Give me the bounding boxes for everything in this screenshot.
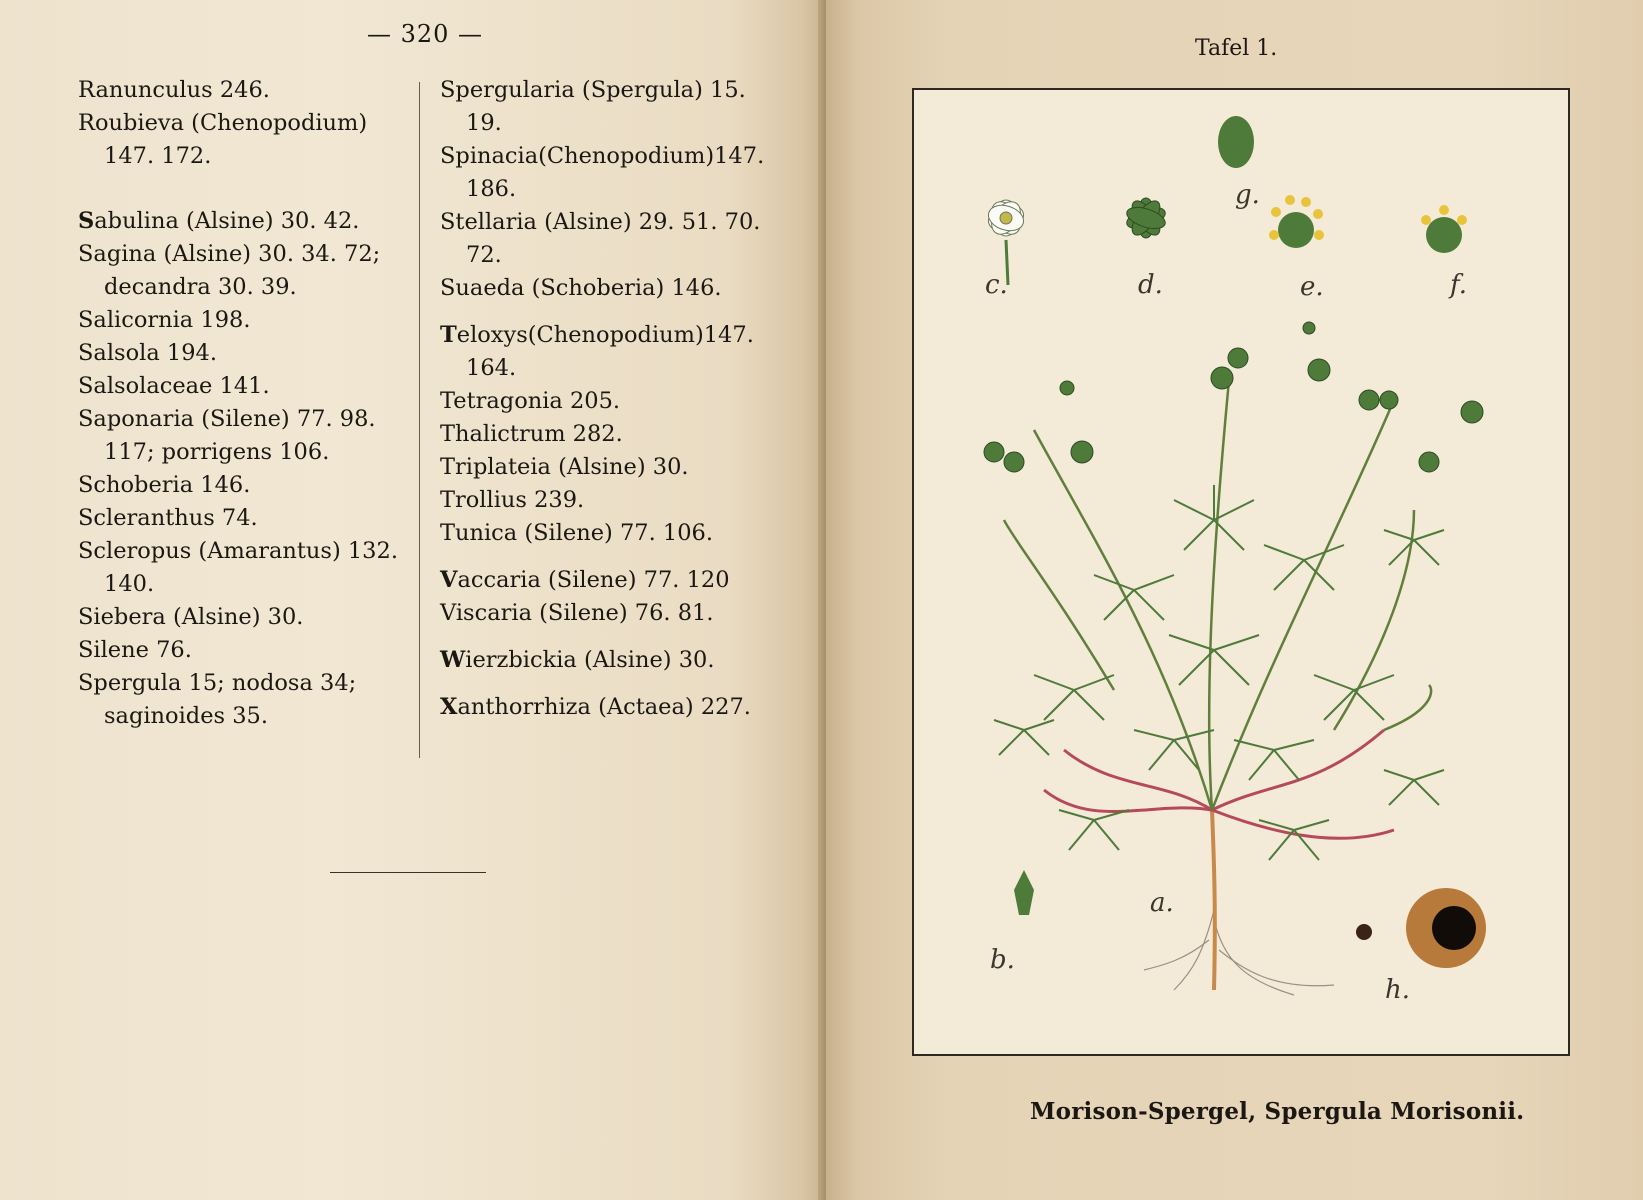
figure-letter-d: d. xyxy=(1138,270,1163,300)
index-entry: Spergula 15; nodosa 34; saginoides 35. xyxy=(78,670,357,729)
index-entry: Wierzbickia (Alsine) 30. xyxy=(440,647,715,673)
figure-letter-e: e. xyxy=(1300,272,1324,302)
roots xyxy=(1144,910,1334,995)
index-entry: Trollius 239. xyxy=(440,487,585,513)
index-entry: Triplateia (Alsine) 30. xyxy=(440,454,689,480)
index-entry: Tetragonia 205. xyxy=(440,388,621,414)
figure-letter-b: b. xyxy=(990,945,1015,975)
index-column-2 xyxy=(440,74,770,724)
main-root xyxy=(1212,810,1215,990)
index-entry: Spergularia (Spergula) 15. 19. xyxy=(440,77,746,136)
index-entry: Ranunculus 246. xyxy=(78,77,270,103)
page-number: — 320 — xyxy=(366,20,484,48)
index-entry: Sagina (Alsine) 30. 34. 72; decandra 30. 39. xyxy=(78,241,381,300)
figure-letter-a: a. xyxy=(1150,888,1174,918)
seed-capsules xyxy=(984,322,1483,472)
index-entry: Suaeda (Schoberia) 146. xyxy=(440,275,722,301)
botanical-plate xyxy=(912,88,1570,1056)
index-entry: Salsolaceae 141. xyxy=(78,373,270,399)
index-entry: Roubieva (Chenopodium) 147. 172. xyxy=(78,110,368,169)
index-entry: Siebera (Alsine) 30. xyxy=(78,604,304,630)
index-entry: Tunica (Silene) 77. 106. xyxy=(440,520,714,546)
index-entry: Vaccaria (Silene) 77. 120 xyxy=(440,567,730,593)
plate-caption: Morison-Spergel, Spergula Morisonii. xyxy=(1030,1098,1525,1125)
figure-letter-g: g. xyxy=(1235,180,1260,210)
index-entry: Salsola 194. xyxy=(78,340,217,366)
figure-letter-f: f. xyxy=(1450,270,1467,300)
column-divider xyxy=(419,82,420,758)
index-entry: Teloxys(Chenopodium)147. 164. xyxy=(440,322,754,381)
index-entry: Xanthorrhiza (Actaea) 227. xyxy=(440,694,751,720)
plate-label: Tafel 1. xyxy=(1195,36,1278,61)
index-entry: Scleropus (Amarantus) 132. 140. xyxy=(78,538,398,597)
index-entry: Salicornia 198. xyxy=(78,307,251,333)
index-entry: Scleranthus 74. xyxy=(78,505,258,531)
plant-illustration xyxy=(914,90,1568,1054)
flower-stalks xyxy=(1004,380,1431,810)
index-entry: Silene 76. xyxy=(78,637,192,663)
index-entry: Saponaria (Silene) 77. 98. 117; porrigens 106. xyxy=(78,406,376,465)
index-entry: Thalictrum 282. xyxy=(440,421,623,447)
leaf-whorls xyxy=(994,485,1444,860)
index-column-1 xyxy=(78,74,408,733)
end-rule xyxy=(330,872,486,873)
index-entry: Stellaria (Alsine) 29. 51. 70. 72. xyxy=(440,209,761,268)
figure-letter-h: h. xyxy=(1385,975,1411,1005)
index-entry: Schoberia 146. xyxy=(78,472,251,498)
index-entry: Sabulina (Alsine) 30. 42. xyxy=(78,208,360,234)
index-entry: Spinacia(Chenopodium)147. 186. xyxy=(440,143,765,202)
index-entry: Viscaria (Silene) 76. 81. xyxy=(440,600,714,626)
figure-letter-c: c. xyxy=(985,270,1008,300)
